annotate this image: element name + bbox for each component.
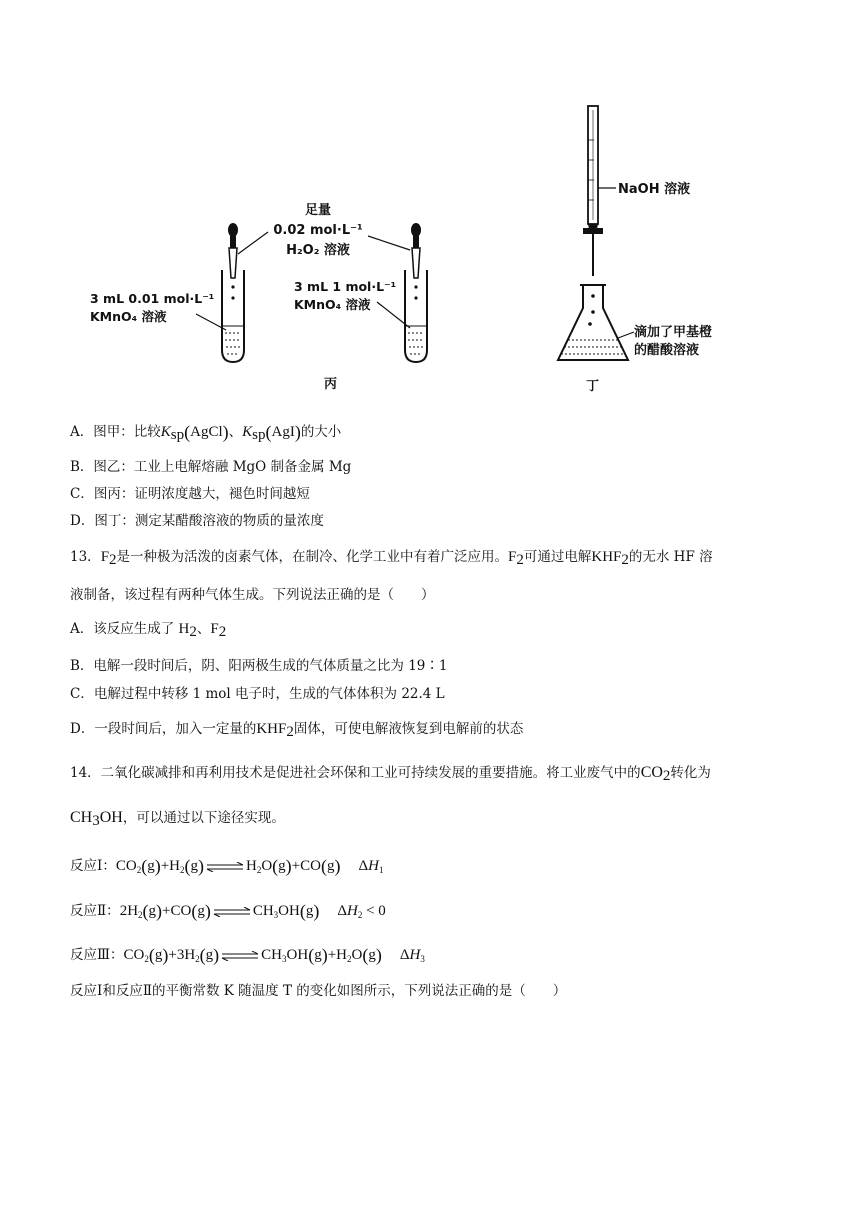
- q14-stem-line1: 14．二氧化碳减排和再利用技术是促进社会环保和工业可持续发展的重要措施。将工业废气中的$CO_2$转化为: [70, 764, 711, 784]
- figure-bing: [80, 190, 480, 400]
- equilibrium-arrow: [221, 951, 259, 961]
- right-dropper: [411, 223, 421, 278]
- label-flask-1: 滴加了甲基橙: [634, 325, 713, 340]
- q12-option-c: C．图丙：证明浓度越大，褪色时间越短: [70, 486, 310, 502]
- label-h2o2: H₂O₂ 溶液: [286, 243, 350, 258]
- label-right-sol: KMnO₄ 溶液: [294, 297, 371, 312]
- q14-final-line: 反应Ⅰ和反应Ⅱ的平衡常数 K 随温度 T 的变化如图所示，下列说法正确的是（ ）: [70, 983, 567, 999]
- reaction-3: 反应Ⅲ：$CO_2(g)+3H_2(g)$ $CH_3OH(g)+H_2O(g)$ $\Delta H_3$: [70, 945, 425, 965]
- burette: [583, 106, 603, 276]
- q13-option-c: C．电解过程中转移 1 mol 电子时，生成的气体体积为 22.4 L: [70, 686, 445, 702]
- left-dropper: [228, 223, 238, 278]
- q12-option-b: B．图乙：工业上电解熔融 MgO 制备金属 Mg: [70, 459, 352, 475]
- figure-ding: [550, 100, 780, 400]
- conical-flask: [558, 285, 628, 360]
- label-h2o2-conc: 0.02 mol·L⁻¹: [273, 223, 363, 238]
- caption-ding: 丁: [586, 379, 600, 394]
- label-left-sol: KMnO₄ 溶液: [90, 309, 167, 324]
- reaction-2: 反应Ⅱ：$2H_2(g)+CO(g)$ $CH_3OH(g) \Delta H_2 < 0$: [70, 901, 386, 921]
- label-right-conc: 3 mL 1 mol·L⁻¹: [294, 279, 397, 294]
- q13-stem-line1: 13．$F_2$是一种极为活泼的卤素气体，在制冷、化学工业中有着广泛应用。$F_2$可通过电解$KHF_2$的无水 HF 溶: [70, 549, 713, 568]
- q13-option-d: D．一段时间后，加入一定量的$KHF_2$固体，可使电解液恢复到电解前的状态: [70, 721, 524, 740]
- caption-bing: 丙: [324, 377, 338, 392]
- q13-option-b: B．电解一段时间后，阴、阳两极生成的气体质量之比为 19∶1: [70, 658, 448, 674]
- q13-stem-line2: 液制备，该过程有两种气体生成。下列说法正确的是（ ）: [70, 587, 435, 603]
- label-top: 足量: [304, 203, 332, 218]
- q14-stem-line2: $CH_3OH$，可以通过以下途径实现。: [70, 809, 285, 829]
- label-naoh: NaOH 溶液: [618, 182, 691, 197]
- q12-option-d: D．图丁：测定某醋酸溶液的物质的量浓度: [70, 513, 324, 529]
- equilibrium-arrow: [206, 862, 244, 872]
- equilibrium-arrow: [213, 907, 251, 917]
- q13-option-a: A．该反应生成了 $H_2$、$F_2$: [70, 621, 227, 640]
- right-test-tube: [405, 270, 427, 362]
- q12-option-a: A．图甲：比较$K_{sp}(AgCl)$、$K_{sp}(AgI)$的大小: [70, 422, 342, 443]
- reaction-1: 反应Ⅰ：$CO_2(g)+H_2(g)$ $H_2O(g)+CO(g)$ $\Delta H_1$: [70, 856, 384, 876]
- left-test-tube: [222, 270, 244, 362]
- label-flask-2: 的醋酸溶液: [634, 343, 700, 358]
- label-left-conc: 3 mL 0.01 mol·L⁻¹: [90, 291, 215, 306]
